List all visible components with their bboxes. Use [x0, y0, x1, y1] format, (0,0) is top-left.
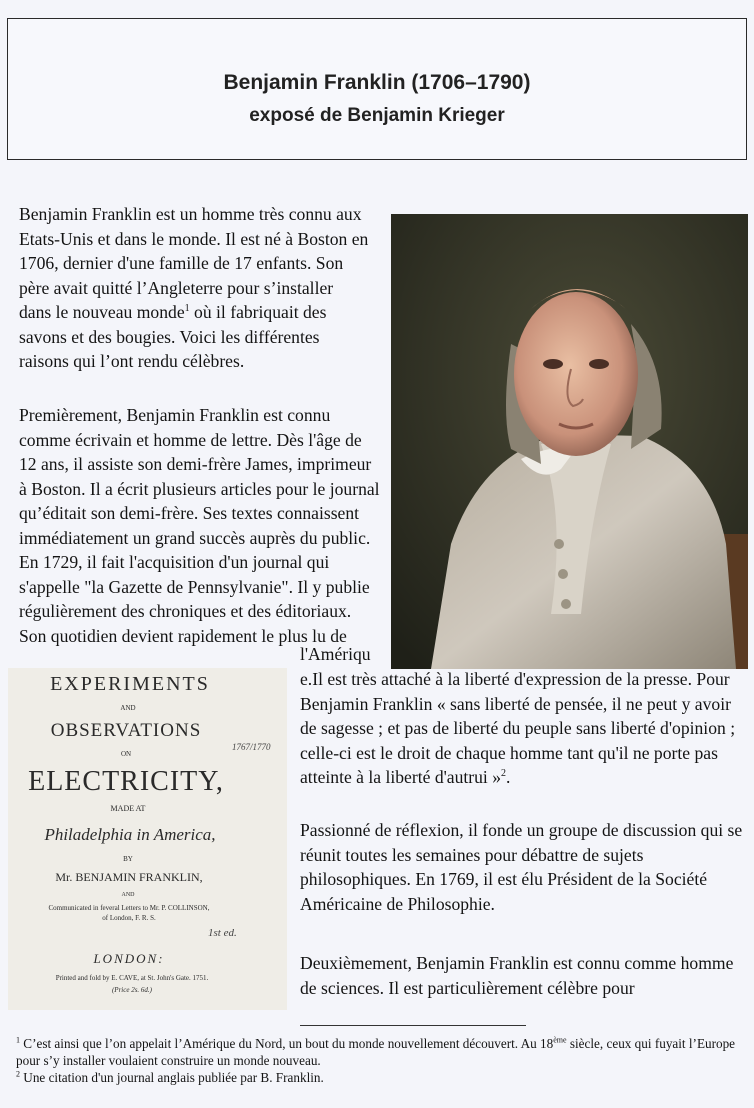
writer-paragraph: Premièrement, Benjamin Franklin est connu comme écrivain et homme de lettre. Dès l'âge de 12 ans, il assiste son demi-frère James, imprimeur à Boston. Il a écrit plusieurs articles pour le journal qu’éditait son demi-frère. Ses textes connaissent immédiatement un grand succès auprès du public. En 1729, il fait l'acquisition d'un journal qui s'appelle "la Gazette de Pennsylvanie". Il y publie régulièrement des chroniques et des éditoriaux. Son quotidien devient rapidement le plus lu de	[19, 405, 380, 646]
philosophy-paragraph: Passionné de réflexion, il fonde un groupe de discussion qui se réunit toutes les semaines pour débattre de sujets philosophiques. En 1769, il est élu Président de la Société Américaine de Philosophie.	[300, 820, 743, 914]
footnote-separator	[300, 1025, 526, 1026]
book-handwriting-2: 1st ed.	[208, 927, 237, 939]
footnote-1	[16, 1035, 746, 1069]
book-title-page-image	[8, 668, 287, 1010]
book-handwriting-1: 1767/1770	[232, 742, 271, 752]
page-title: Benjamin Franklin (1706–1790)	[223, 71, 531, 94]
book-line-12: of London, F. R. S.	[102, 914, 156, 922]
book-line-1: EXPERIMENTS	[50, 673, 210, 695]
book-line-8: BY	[123, 855, 133, 863]
footnote-1-sup: ème	[553, 1035, 567, 1045]
book-line-5: ELECTRICITY,	[28, 766, 224, 797]
book-line-2: AND	[120, 704, 136, 712]
intro-text-a: Benjamin Franklin est un homme très connu aux Etats-Unis et dans le monde. Il est né à Boston en 1706, dernier d'une famille de 17 enfants. Son père avait quitté l’Angleterre pour s’installer dans le nouveau monde	[19, 204, 369, 322]
writer-continued-paragraph	[300, 667, 750, 790]
intro-paragraph	[19, 202, 369, 374]
book-line-14: Printed and fold by E. CAVE, at St. John's Gate. 1751.	[55, 974, 209, 982]
book-line-7: Philadelphia in America,	[44, 825, 216, 844]
book-line-4: ON	[120, 750, 132, 758]
book-line-13: LONDON:	[93, 951, 165, 966]
title-box	[7, 18, 747, 160]
writer-continued-text: e.Il est très attaché à la liberté d'expression de la presse. Pour Benjamin Franklin « sans liberté de pensée, il ne peut y avoir de sagesse ; et pas de liberté du peuple sans liberté d'opinion ; celle-ci est le droit de chaque homme tant qu'il ne porte pas atteinte à la liberté d'autrui »	[300, 669, 736, 787]
page-subtitle: exposé de Benjamin Krieger	[249, 105, 505, 126]
book-line-11: Communicated in feveral Letters to Mr. P. COLLINSON,	[48, 904, 210, 912]
footnote-2	[16, 1069, 746, 1086]
footnote-2-mark: 2	[16, 1069, 20, 1079]
footnote-ref-1: 1	[184, 303, 190, 315]
book-line-15: (Price 2s. 6d.)	[111, 986, 153, 994]
writer-continued-1: l'Amériqu	[300, 644, 371, 664]
book-line-6: MADE AT	[110, 804, 146, 813]
book-line-9: Mr. BENJAMIN FRANKLIN,	[55, 870, 203, 884]
intro-text-b: où il fabriquait des savons et des bougies. Voici les différentes raisons qui l’ont rendu célèbres.	[19, 302, 327, 371]
footnote-1-text-b: siècle, ceux qui fuyait l’Europe pour s’y installer voulaient construire un monde nouveau.	[16, 1036, 736, 1068]
footnote-2-text: Une citation d'un journal anglais publiée par B. Franklin.	[20, 1070, 324, 1085]
book-line-3: OBSERVATIONS	[50, 720, 202, 741]
franklin-portrait-image	[391, 214, 748, 669]
writer-end: .	[506, 767, 511, 787]
footnote-ref-2: 2	[501, 768, 507, 780]
science-paragraph: Deuxièmement, Benjamin Franklin est connu comme homme de sciences. Il est particulièrement célèbre pour	[300, 953, 734, 998]
footnotes	[16, 1035, 746, 1086]
book-line-10: AND	[121, 892, 135, 898]
footnote-1-text-a: C’est ainsi que l’on appelait l’Amérique du Nord, un bout du monde nouvellement découvert. Au 18	[20, 1036, 554, 1051]
footnote-1-mark: 1	[16, 1035, 20, 1045]
